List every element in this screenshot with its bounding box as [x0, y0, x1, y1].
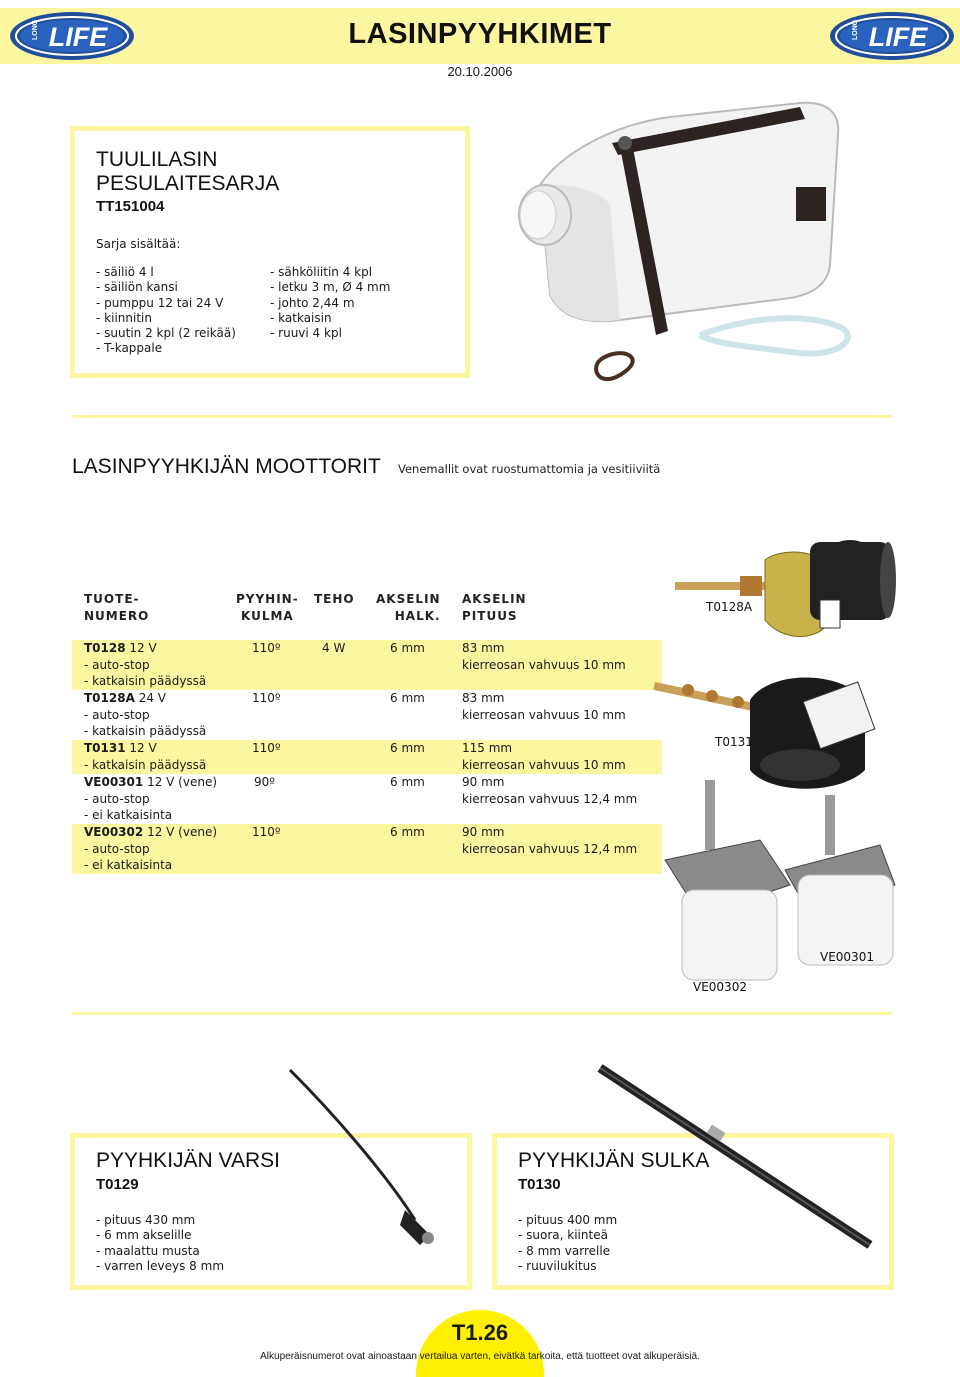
blade-code: T0130 — [518, 1176, 561, 1193]
col-header-product: TUOTE- NUMERO — [84, 592, 150, 623]
angle-cell: 110º — [252, 825, 281, 839]
list-item: - T-kappale — [96, 341, 236, 356]
section-divider — [72, 415, 892, 418]
page-date: 20.10.2006 — [447, 64, 513, 79]
label-t0131: T0131 — [715, 735, 753, 749]
angle-cell: 90º — [254, 775, 275, 789]
length-cell: 83 mm kierreosan vahvuus 10 mm — [462, 641, 626, 672]
list-item: - pituus 430 mm — [96, 1213, 224, 1228]
list-item: - pituus 400 mm — [518, 1213, 617, 1228]
table-row: T0128 12 V - auto-stop - katkaisin päädyssä 110º 4 W 6 mm 83 mm kierreosan vahvuus 10 mm — [72, 640, 662, 690]
kit-title-line2: PESULAITESARJA — [96, 172, 280, 195]
svg-text:LIFE: LIFE — [868, 22, 928, 52]
washer-tank-image — [500, 95, 880, 395]
length-cell: 90 mm kierreosan vahvuus 12,4 mm — [462, 825, 638, 856]
list-item: - ruuvilukitus — [518, 1259, 617, 1274]
col-header-power: TEHO — [314, 592, 355, 606]
length-cell: 115 mm kierreosan vahvuus 10 mm — [462, 741, 626, 772]
shaft-cell: 6 mm — [390, 641, 425, 655]
svg-text:LONG: LONG — [32, 19, 39, 40]
page-title: LASINPYYHKIMET — [348, 18, 612, 50]
list-item: - johto 2,44 m — [270, 296, 390, 311]
length-cell: 83 mm kierreosan vahvuus 10 mm — [462, 691, 626, 722]
table-row: T0128A 24 V - auto-stop - katkaisin päädyssä 110º 6 mm 83 mm kierreosan vahvuus 10 mm — [84, 691, 626, 739]
angle-cell: 110º — [252, 691, 281, 705]
table-row: T0131 12 V - katkaisin päädyssä 110º 6 mm 115 mm kierreosan vahvuus 10 mm — [72, 740, 662, 774]
product-code: VE00301 — [84, 775, 144, 789]
kit-code: TT151004 — [96, 198, 165, 215]
kit-title-line1: TUULILASIN — [96, 148, 218, 171]
wiper-arm-image — [200, 1060, 450, 1260]
power-cell: 4 W — [322, 641, 346, 655]
list-item: - 8 mm varrelle — [518, 1244, 617, 1259]
blade-title: PYYHKIJÄN SULKA — [518, 1149, 710, 1172]
product-code: T0131 — [84, 741, 126, 755]
list-item: - säiliön kansi — [96, 280, 236, 295]
table-row: VE00302 12 V (vene) - auto-stop - ei katkaisinta 110º 6 mm 90 mm kierreosan vahvuus 12,4 mm — [72, 824, 662, 874]
product-code: T0128A — [84, 691, 135, 705]
wiper-blade-image — [590, 1060, 890, 1260]
list-item: - 6 mm akselille — [96, 1228, 224, 1243]
list-item: - suutin 2 kpl (2 reikää) — [96, 326, 236, 341]
list-item: - varren leveys 8 mm — [96, 1259, 224, 1274]
table-row: VE00301 12 V (vene) - auto-stop - ei katkaisinta 90º 6 mm 90 mm kierreosan vahvuus 12,4 mm — [84, 775, 638, 823]
kit-contains-label: Sarja sisältää: — [96, 237, 181, 251]
list-item: - maalattu musta — [96, 1244, 224, 1259]
kit-contents-list-1 — [96, 265, 236, 357]
page-number: T1.26 — [451, 1320, 509, 1345]
shaft-cell: 6 mm — [390, 825, 425, 839]
svg-text:LIFE: LIFE — [48, 22, 108, 52]
label-ve00302: VE00302 — [693, 980, 747, 994]
arm-title: PYYHKIJÄN VARSI — [96, 1149, 280, 1172]
section-divider — [72, 1012, 892, 1015]
arm-code: T0129 — [96, 1176, 139, 1193]
list-item: - suora, kiinteä — [518, 1228, 617, 1243]
list-item: - ruuvi 4 kpl — [270, 326, 390, 341]
list-item: - säiliö 4 l — [96, 265, 236, 280]
motors-section-title: LASINPYYHKIJÄN MOOTTORIT — [72, 455, 381, 478]
product-code: VE00302 — [84, 825, 144, 839]
list-item: - letku 3 m, Ø 4 mm — [270, 280, 390, 295]
angle-cell: 110º — [252, 741, 281, 755]
motor-t0128a-image — [670, 530, 920, 650]
shaft-cell: 6 mm — [390, 691, 425, 705]
shaft-cell: 6 mm — [390, 741, 425, 755]
kit-contents-list-2 — [270, 265, 390, 341]
angle-cell: 110º — [252, 641, 281, 655]
footer-disclaimer: Alkuperäisnumerot ovat ainoastaan vertailua varten, eivätkä tarkoita, että tuotteet ovat alkuperäisiä. — [260, 1351, 700, 1362]
label-t0128a: T0128A — [706, 600, 753, 614]
product-code: T0128 — [84, 641, 126, 655]
length-cell: 90 mm kierreosan vahvuus 12,4 mm — [462, 775, 638, 806]
col-header-shaft-length: AKSELIN PITUUS — [462, 592, 527, 623]
list-item: - sähköliitin 4 kpl — [270, 265, 390, 280]
motors-section-note: Venemallit ovat ruostumattomia ja vesitiiviitä — [398, 462, 661, 476]
list-item: - kiinnitin — [96, 311, 236, 326]
list-item: - pumppu 12 tai 24 V — [96, 296, 236, 311]
shaft-cell: 6 mm — [390, 775, 425, 789]
col-header-shaft-diameter: AKSELIN HALK. — [376, 592, 441, 623]
label-ve00301: VE00301 — [820, 950, 874, 964]
svg-text:LONG: LONG — [852, 19, 859, 40]
col-header-angle: PYYHIN- KULMA — [236, 592, 299, 623]
list-item: - katkaisin — [270, 311, 390, 326]
